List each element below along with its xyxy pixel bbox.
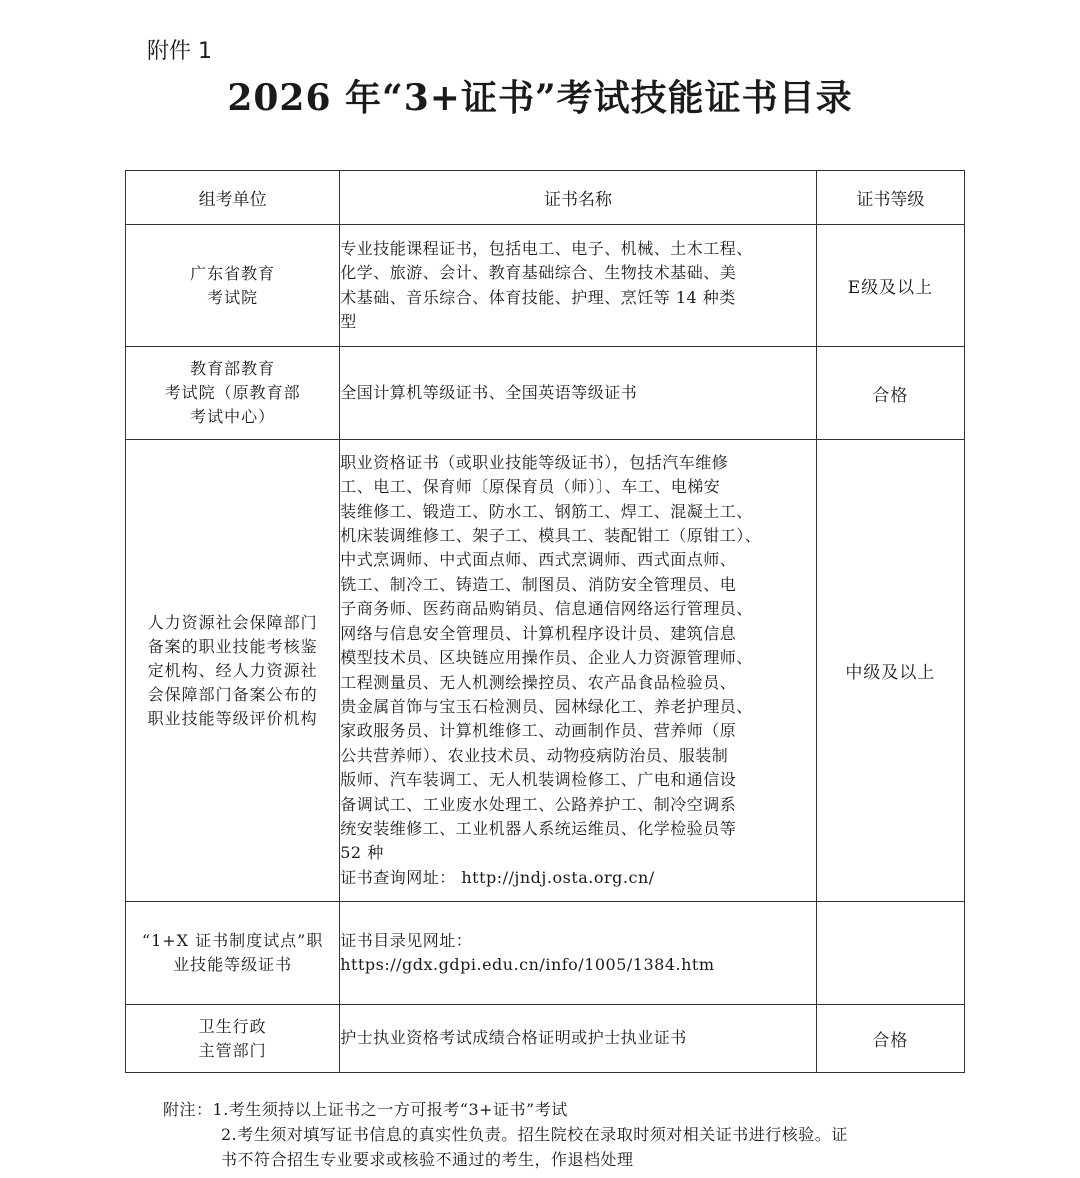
org-cell	[126, 347, 340, 440]
cert-line: 子商务师、医药商品购销员、信息通信网络运行管理员、	[340, 599, 753, 619]
org-line: 人力资源社会保障部门	[147, 612, 318, 632]
note-2-line-1: 2.考生须对填写证书信息的真实性负责。招生院校在录取时须对相关证书进行核验。证	[221, 1125, 848, 1144]
cert-line: 统安装维修工、工业机器人系统运维员、化学检验员等	[340, 818, 737, 838]
notes-label: 附注：	[163, 1100, 213, 1119]
table-row	[126, 440, 965, 902]
table-row	[126, 902, 965, 1005]
cert-line: 证书查询网址： http://jndj.osta.org.cn/	[340, 867, 655, 887]
org-line: 卫生行政	[198, 1016, 267, 1036]
cert-cell	[340, 1005, 817, 1073]
table-row	[126, 1005, 965, 1073]
cert-line: 机床装调维修工、架子工、模具工、装配钳工（原钳工）、	[340, 526, 762, 546]
header-org: 组考单位	[126, 171, 340, 225]
cert-line: 52 种	[340, 843, 384, 863]
org-line: 考试中心）	[190, 407, 276, 426]
org-line: 广东省教育	[190, 263, 276, 283]
org-line: 教育部教育	[190, 359, 276, 378]
cert-line: 装维修工、锻造工、防水工、钢筋工、焊工、混凝土工、	[340, 501, 753, 521]
notes	[163, 1097, 963, 1172]
table-header-row	[126, 171, 965, 225]
org-line: 主管部门	[198, 1040, 267, 1060]
level-cell: 合格	[816, 347, 964, 440]
org-cell	[126, 440, 340, 902]
cert-cell	[340, 902, 817, 1005]
cert-line: 模型技术员、区块链应用操作员、企业人力资源管理师、	[340, 648, 753, 668]
table-row	[126, 347, 965, 440]
cert-line: 全国计算机等级证书、全国英语等级证书	[340, 382, 638, 402]
org-cell	[126, 225, 340, 347]
attachment-label: 附件 1	[147, 39, 212, 64]
cert-line: 证书目录见网址：	[340, 930, 473, 950]
cert-line: 网络与信息安全管理员、计算机程序设计员、建筑信息	[340, 623, 737, 643]
org-cell	[126, 902, 340, 1005]
org-line: 考试院	[207, 287, 259, 307]
org-line: “1+X 证书制度试点”职	[141, 931, 324, 950]
cert-line: 专业技能课程证书，包括电工、电子、机械、土木工程、	[340, 238, 753, 258]
level-cell: 合格	[816, 1005, 964, 1073]
org-cell	[126, 1005, 340, 1073]
org-line: 职业技能等级评价机构	[147, 708, 318, 728]
cert-line: https://gdx.gdpi.edu.cn/info/1005/1384.htm	[340, 955, 715, 974]
org-line: 备案的职业技能考核鉴	[147, 636, 318, 656]
org-line: 考试院（原教育部	[164, 383, 301, 402]
header-level: 证书等级	[816, 171, 964, 225]
org-line: 会保障部门备案公布的	[147, 684, 318, 704]
cert-line: 公共营养师）、农业技术员、动物疫病防治员、服装制	[340, 745, 729, 765]
level-cell	[816, 902, 964, 1005]
cert-line: 化学、旅游、会计、教育基础综合、生物技术基础、美	[340, 263, 737, 283]
cert-line: 家政服务员、计算机维修工、动画制作员、营养师（原	[340, 721, 737, 741]
cert-line: 贵金属首饰与宝玉石检测员、园林绿化工、养老护理员、	[340, 696, 753, 716]
page-title: 2026 年“3+证书”考试技能证书目录	[227, 77, 853, 119]
cert-line: 备调试工、工业废水处理工、公路养护工、制冷空调系	[340, 794, 737, 814]
cert-line: 中式烹调师、中式面点师、西式烹调师、西式面点师、	[340, 550, 737, 570]
org-line: 业技能等级证书	[173, 955, 293, 974]
certificate-table	[125, 170, 965, 1073]
note-1	[163, 1097, 963, 1122]
cert-line: 工程测量员、无人机测绘操控员、农产品食品检验员、	[340, 672, 737, 692]
cert-cell	[340, 347, 817, 440]
note-2-line-2: 书不符合招生专业要求或核验不通过的考生，作退档处理	[221, 1150, 634, 1169]
note-1-text: 1.考生须持以上证书之一方可报考“3+证书”考试	[212, 1100, 568, 1119]
level-cell: 中级及以上	[816, 440, 964, 902]
cert-line: 工、电工、保育师〔原保育员（师）〕、车工、电梯安	[340, 477, 721, 497]
cert-line: 术基础、音乐综合、体育技能、护理、烹饪等 14 种类	[340, 287, 736, 307]
cert-line: 型	[340, 311, 357, 331]
cert-line: 铣工、制冷工、铸造工、制图员、消防安全管理员、电	[340, 574, 737, 594]
cert-line: 护士执业资格考试成绩合格证明或护士执业证书	[340, 1028, 687, 1048]
cert-line: 职业资格证书（或职业技能等级证书），包括汽车维修	[340, 452, 729, 472]
cert-line: 版师、汽车装调工、无人机装调检修工、广电和通信设	[340, 770, 737, 790]
header-cert: 证书名称	[340, 171, 817, 225]
table-row	[126, 225, 965, 347]
org-line: 定机构、经人力资源社	[147, 660, 318, 680]
cert-cell	[340, 440, 817, 902]
level-cell: E级及以上	[816, 225, 964, 347]
cert-cell	[340, 225, 817, 347]
